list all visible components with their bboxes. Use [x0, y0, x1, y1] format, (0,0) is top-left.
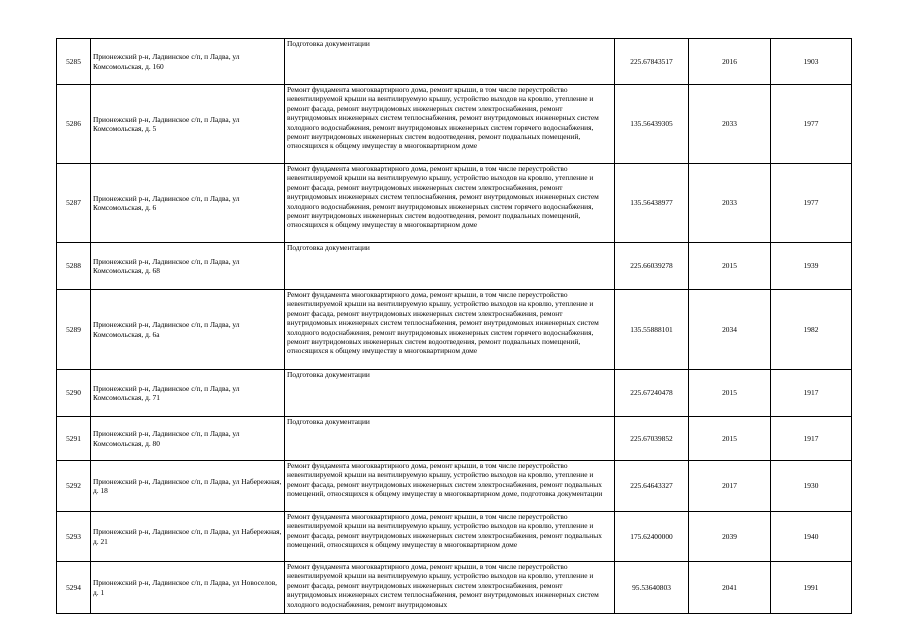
area-cell: 225.66039278 — [615, 243, 689, 290]
built-year-cell: 1940 — [771, 512, 852, 562]
repair-work-cell: Ремонт фундамента многоквартирного дома, ремонт крыши, в том числе переустройство невентилируемой крыши на вентилируемую крышу, устройство выходов на кровлю, утепление и ремонт фасада, ремонт внутридомовых инженерных систем электроснабжения, ремонт внутридомовых инженерных систем теплоснабжения, ремонт внутридомовых инженерных систем холодного водоснабжения, ремонт внутридомовых инженерных систем горячего водоснабжения, ремонт внутридомовых инженерных систем водоотведения, ремонт подвальных помещений, относящихся к общему имуществу в многоквартирном доме — [285, 164, 615, 243]
area-cell: 225.67039852 — [615, 417, 689, 461]
address-cell: Прионежский р-н, Ладвинское с/п, п Ладва, ул Комсомольская, д. 68 — [91, 243, 285, 290]
table-row — [57, 39, 852, 85]
planned-year-cell: 2039 — [689, 512, 771, 562]
built-year-cell: 1977 — [771, 164, 852, 243]
address-cell: Прионежский р-н, Ладвинское с/п, п Ладва, ул Комсомольская, д. 5 — [91, 85, 285, 164]
planned-year-cell: 2016 — [689, 39, 771, 85]
planned-year-cell: 2033 — [689, 85, 771, 164]
table-row — [57, 164, 852, 243]
planned-year-cell: 2017 — [689, 461, 771, 512]
repair-work-cell: Ремонт фундамента многоквартирного дома, ремонт крыши, в том числе переустройство невентилируемой крыши на вентилируемую крышу, устройство выходов на кровлю, утепление и ремонт фасада, ремонт внутридомовых инженерных систем электроснабжения, ремонт внутридомовых инженерных систем теплоснабжения, ремонт внутридомовых инженерных систем холодного водоснабжения, ремонт внутридомовых инженерных систем горячего водоснабжения, ремонт внутридомовых инженерных систем водоотведения, ремонт подвальных помещений, относящихся к общему имуществу в многоквартирном доме — [285, 290, 615, 370]
area-cell: 95.53640803 — [615, 562, 689, 614]
built-year-cell: 1930 — [771, 461, 852, 512]
address-cell: Прионежский р-н, Ладвинское с/п, п Ладва, ул Комсомольская, д. 80 — [91, 417, 285, 461]
table-row — [57, 512, 852, 562]
address-cell: Прионежский р-н, Ладвинское с/п, п Ладва, ул Набережная, д. 21 — [91, 512, 285, 562]
repair-work-cell: Ремонт фундамента многоквартирного дома, ремонт крыши, в том числе переустройство невентилируемой крыши на вентилируемую крышу, устройство выходов на кровлю, утепление и ремонт фасада, ремонт внутридомовых инженерных систем электроснабжения, ремонт внутридомовых инженерных систем теплоснабжения, ремонт внутридомовых инженерных систем холодного водоснабжения, ремонт внутридомовых инженерных систем горячего водоснабжения, ремонт внутридомовых инженерных систем водоотведения, ремонт подвальных помещений, относящихся к общему имуществу в многоквартирном доме — [285, 85, 615, 164]
planned-year-cell: 2033 — [689, 164, 771, 243]
built-year-cell: 1903 — [771, 39, 852, 85]
table-row — [57, 290, 852, 370]
row-number: 5294 — [57, 562, 91, 614]
table-row — [57, 417, 852, 461]
built-year-cell: 1917 — [771, 370, 852, 417]
planned-year-cell: 2041 — [689, 562, 771, 614]
address-cell: Прионежский р-н, Ладвинское с/п, п Ладва, ул Комсомольская, д. 71 — [91, 370, 285, 417]
address-cell: Прионежский р-н, Ладвинское с/п, п Ладва, ул Новоселов, д. 1 — [91, 562, 285, 614]
table-row — [57, 243, 852, 290]
row-number: 5288 — [57, 243, 91, 290]
document-sheet — [56, 38, 852, 614]
row-number: 5285 — [57, 39, 91, 85]
area-cell: 135.56438977 — [615, 164, 689, 243]
repair-work-cell: Ремонт фундамента многоквартирного дома, ремонт крыши, в том числе переустройство невентилируемой крыши на вентилируемую крышу, устройство выходов на кровлю, утепление и ремонт фасада, ремонт внутридомовых инженерных систем электроснабжения, ремонт подвальных помещений, относящихся к общему имуществу в многоквартирном доме, подготовка документации — [285, 461, 615, 512]
address-cell: Прионежский р-н, Ладвинское с/п, п Ладва, ул Комсомольская, д. 6а — [91, 290, 285, 370]
planned-year-cell: 2034 — [689, 290, 771, 370]
row-number: 5289 — [57, 290, 91, 370]
repair-work-cell: Подготовка документации — [285, 243, 615, 290]
repair-work-cell: Подготовка документации — [285, 39, 615, 85]
built-year-cell: 1982 — [771, 290, 852, 370]
area-cell: 135.55888101 — [615, 290, 689, 370]
table-row — [57, 370, 852, 417]
table-row — [57, 85, 852, 164]
repair-work-cell: Ремонт фундамента многоквартирного дома, ремонт крыши, в том числе переустройство невентилируемой крыши на вентилируемую крышу, устройство выходов на кровлю, утепление и ремонт фасада, ремонт внутридомовых инженерных систем электроснабжения, ремонт внутридомовых инженерных систем теплоснабжения, ремонт внутридомовых инженерных систем холодного водоснабжения, ремонт внутридомовых — [285, 562, 615, 614]
row-number: 5287 — [57, 164, 91, 243]
address-cell: Прионежский р-н, Ладвинское с/п, п Ладва, ул Комсомольская, д. 6 — [91, 164, 285, 243]
planned-year-cell: 2015 — [689, 417, 771, 461]
table-row — [57, 562, 852, 614]
row-number: 5292 — [57, 461, 91, 512]
built-year-cell: 1917 — [771, 417, 852, 461]
built-year-cell: 1939 — [771, 243, 852, 290]
row-number: 5293 — [57, 512, 91, 562]
row-number: 5291 — [57, 417, 91, 461]
planned-year-cell: 2015 — [689, 370, 771, 417]
address-cell: Прионежский р-н, Ладвинское с/п, п Ладва, ул Набережная, д. 18 — [91, 461, 285, 512]
address-cell: Прионежский р-н, Ладвинское с/п, п Ладва, ул Комсомольская, д. 160 — [91, 39, 285, 85]
table-body — [57, 39, 852, 614]
repair-work-cell: Подготовка документации — [285, 417, 615, 461]
area-cell: 175.62400000 — [615, 512, 689, 562]
built-year-cell: 1991 — [771, 562, 852, 614]
housing-repair-table — [56, 38, 852, 614]
area-cell: 225.67240478 — [615, 370, 689, 417]
repair-work-cell: Подготовка документации — [285, 370, 615, 417]
planned-year-cell: 2015 — [689, 243, 771, 290]
built-year-cell: 1977 — [771, 85, 852, 164]
area-cell: 225.64643327 — [615, 461, 689, 512]
area-cell: 135.56439305 — [615, 85, 689, 164]
repair-work-cell: Ремонт фундамента многоквартирного дома, ремонт крыши, в том числе переустройство невентилируемой крыши на вентилируемую крышу, устройство выходов на кровлю, утепление и ремонт фасада, ремонт внутридомовых инженерных систем электроснабжения, ремонт подвальных помещений, относящихся к общему имуществу в многоквартирном доме — [285, 512, 615, 562]
table-row — [57, 461, 852, 512]
row-number: 5286 — [57, 85, 91, 164]
area-cell: 225.67843517 — [615, 39, 689, 85]
row-number: 5290 — [57, 370, 91, 417]
